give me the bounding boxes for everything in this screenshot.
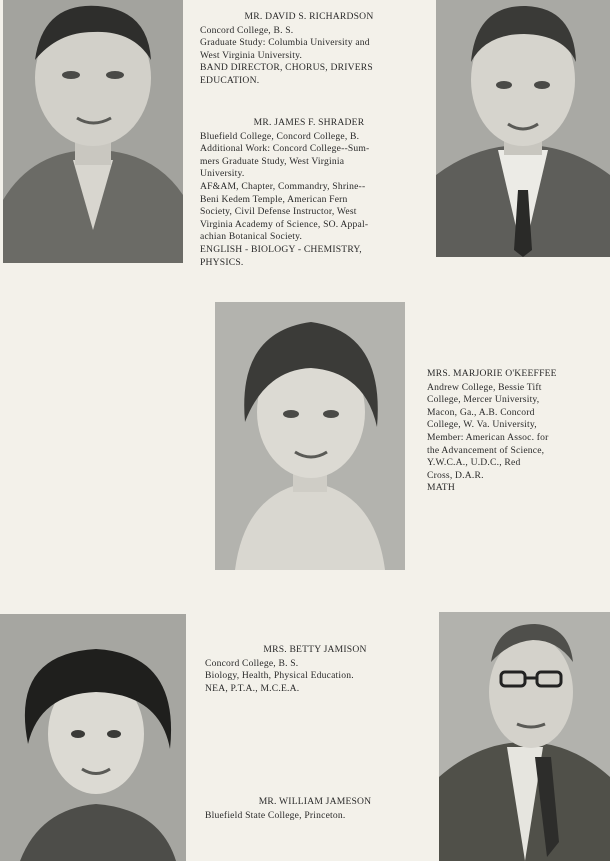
teacher-name: MR. WILLIAM JAMESON — [258, 796, 372, 807]
bio-line: Beni Kedem Temple, American Fern — [200, 193, 348, 205]
bio-line: Bluefield College, Concord College, B. — [200, 130, 360, 142]
bio-line: Biology, Health, Physical Education. — [205, 670, 354, 682]
bio-line: Concord College, B. S. — [200, 24, 294, 36]
bio-line: Virginia Academy of Science, SO. Appal- — [200, 218, 369, 230]
photo-marjorie-okeeffee — [215, 302, 405, 570]
bio-line: Society, Civil Defense Instructor, West — [200, 206, 357, 218]
photo-betty-jamison — [0, 614, 186, 861]
bio-line: University. — [200, 168, 245, 180]
bio-line: PHYSICS. — [200, 256, 244, 268]
bio-line: Y.W.C.A., U.D.C., Red — [427, 457, 521, 469]
portrait-woman-dark-hair-icon — [0, 614, 186, 861]
bio-betty-jamison — [205, 644, 425, 695]
bio-line: Andrew College, Bessie Tift — [427, 381, 542, 393]
bio-line: College, Mercer University, — [427, 394, 540, 406]
bio-line: Cross, D.A.R. — [427, 469, 484, 481]
bio-david-richardson — [200, 11, 418, 88]
bio-line: Additional Work: Concord College--Sum- — [200, 143, 370, 155]
bio-james-shrader — [200, 117, 418, 269]
teacher-name: MR. JAMES F. SHRADER — [253, 117, 365, 128]
teacher-name: MRS. BETTY JAMISON — [263, 644, 367, 655]
bio-marjorie-okeeffee — [427, 368, 603, 495]
bio-line: West Virginia University. — [200, 49, 303, 61]
bio-line: Bluefield State College, Princeton. — [205, 809, 346, 821]
portrait-man-glasses-icon — [439, 612, 610, 861]
bio-line: MATH — [427, 482, 455, 494]
photo-james-shrader — [436, 0, 610, 257]
bio-line: AF&AM, Chapter, Commandry, Shrine-- — [200, 180, 366, 192]
teacher-name: MRS. MARJORIE O'KEEFFEE — [427, 368, 557, 379]
bio-line: College, W. Va. University, — [427, 419, 537, 431]
bio-line: mers Graduate Study, West Virginia — [200, 155, 345, 167]
portrait-man-suit-icon — [436, 0, 610, 257]
bio-line: BAND DIRECTOR, CHORUS, DRIVERS — [200, 62, 373, 74]
teacher-name: MR. DAVID S. RICHARDSON — [244, 11, 374, 22]
bio-line: Graduate Study: Columbia University and — [200, 37, 370, 49]
bio-line: the Advancement of Science, — [427, 444, 545, 456]
bio-line: Concord College, B. S. — [205, 657, 299, 669]
portrait-woman-icon — [215, 302, 405, 570]
bio-line: NEA, P.T.A., M.C.E.A. — [205, 682, 300, 694]
bio-line: ENGLISH - BIOLOGY - CHEMISTRY, — [200, 243, 362, 255]
bio-line: Member: American Assoc. for — [427, 431, 549, 443]
bio-line: EDUCATION. — [200, 74, 260, 86]
photo-david-richardson — [3, 0, 183, 263]
bio-william-jameson — [205, 796, 425, 822]
bio-line: achian Botanical Society. — [200, 231, 303, 243]
photo-william-jameson — [439, 612, 610, 861]
portrait-man-sweater-icon — [3, 0, 183, 263]
bio-line: Macon, Ga., A.B. Concord — [427, 406, 535, 418]
